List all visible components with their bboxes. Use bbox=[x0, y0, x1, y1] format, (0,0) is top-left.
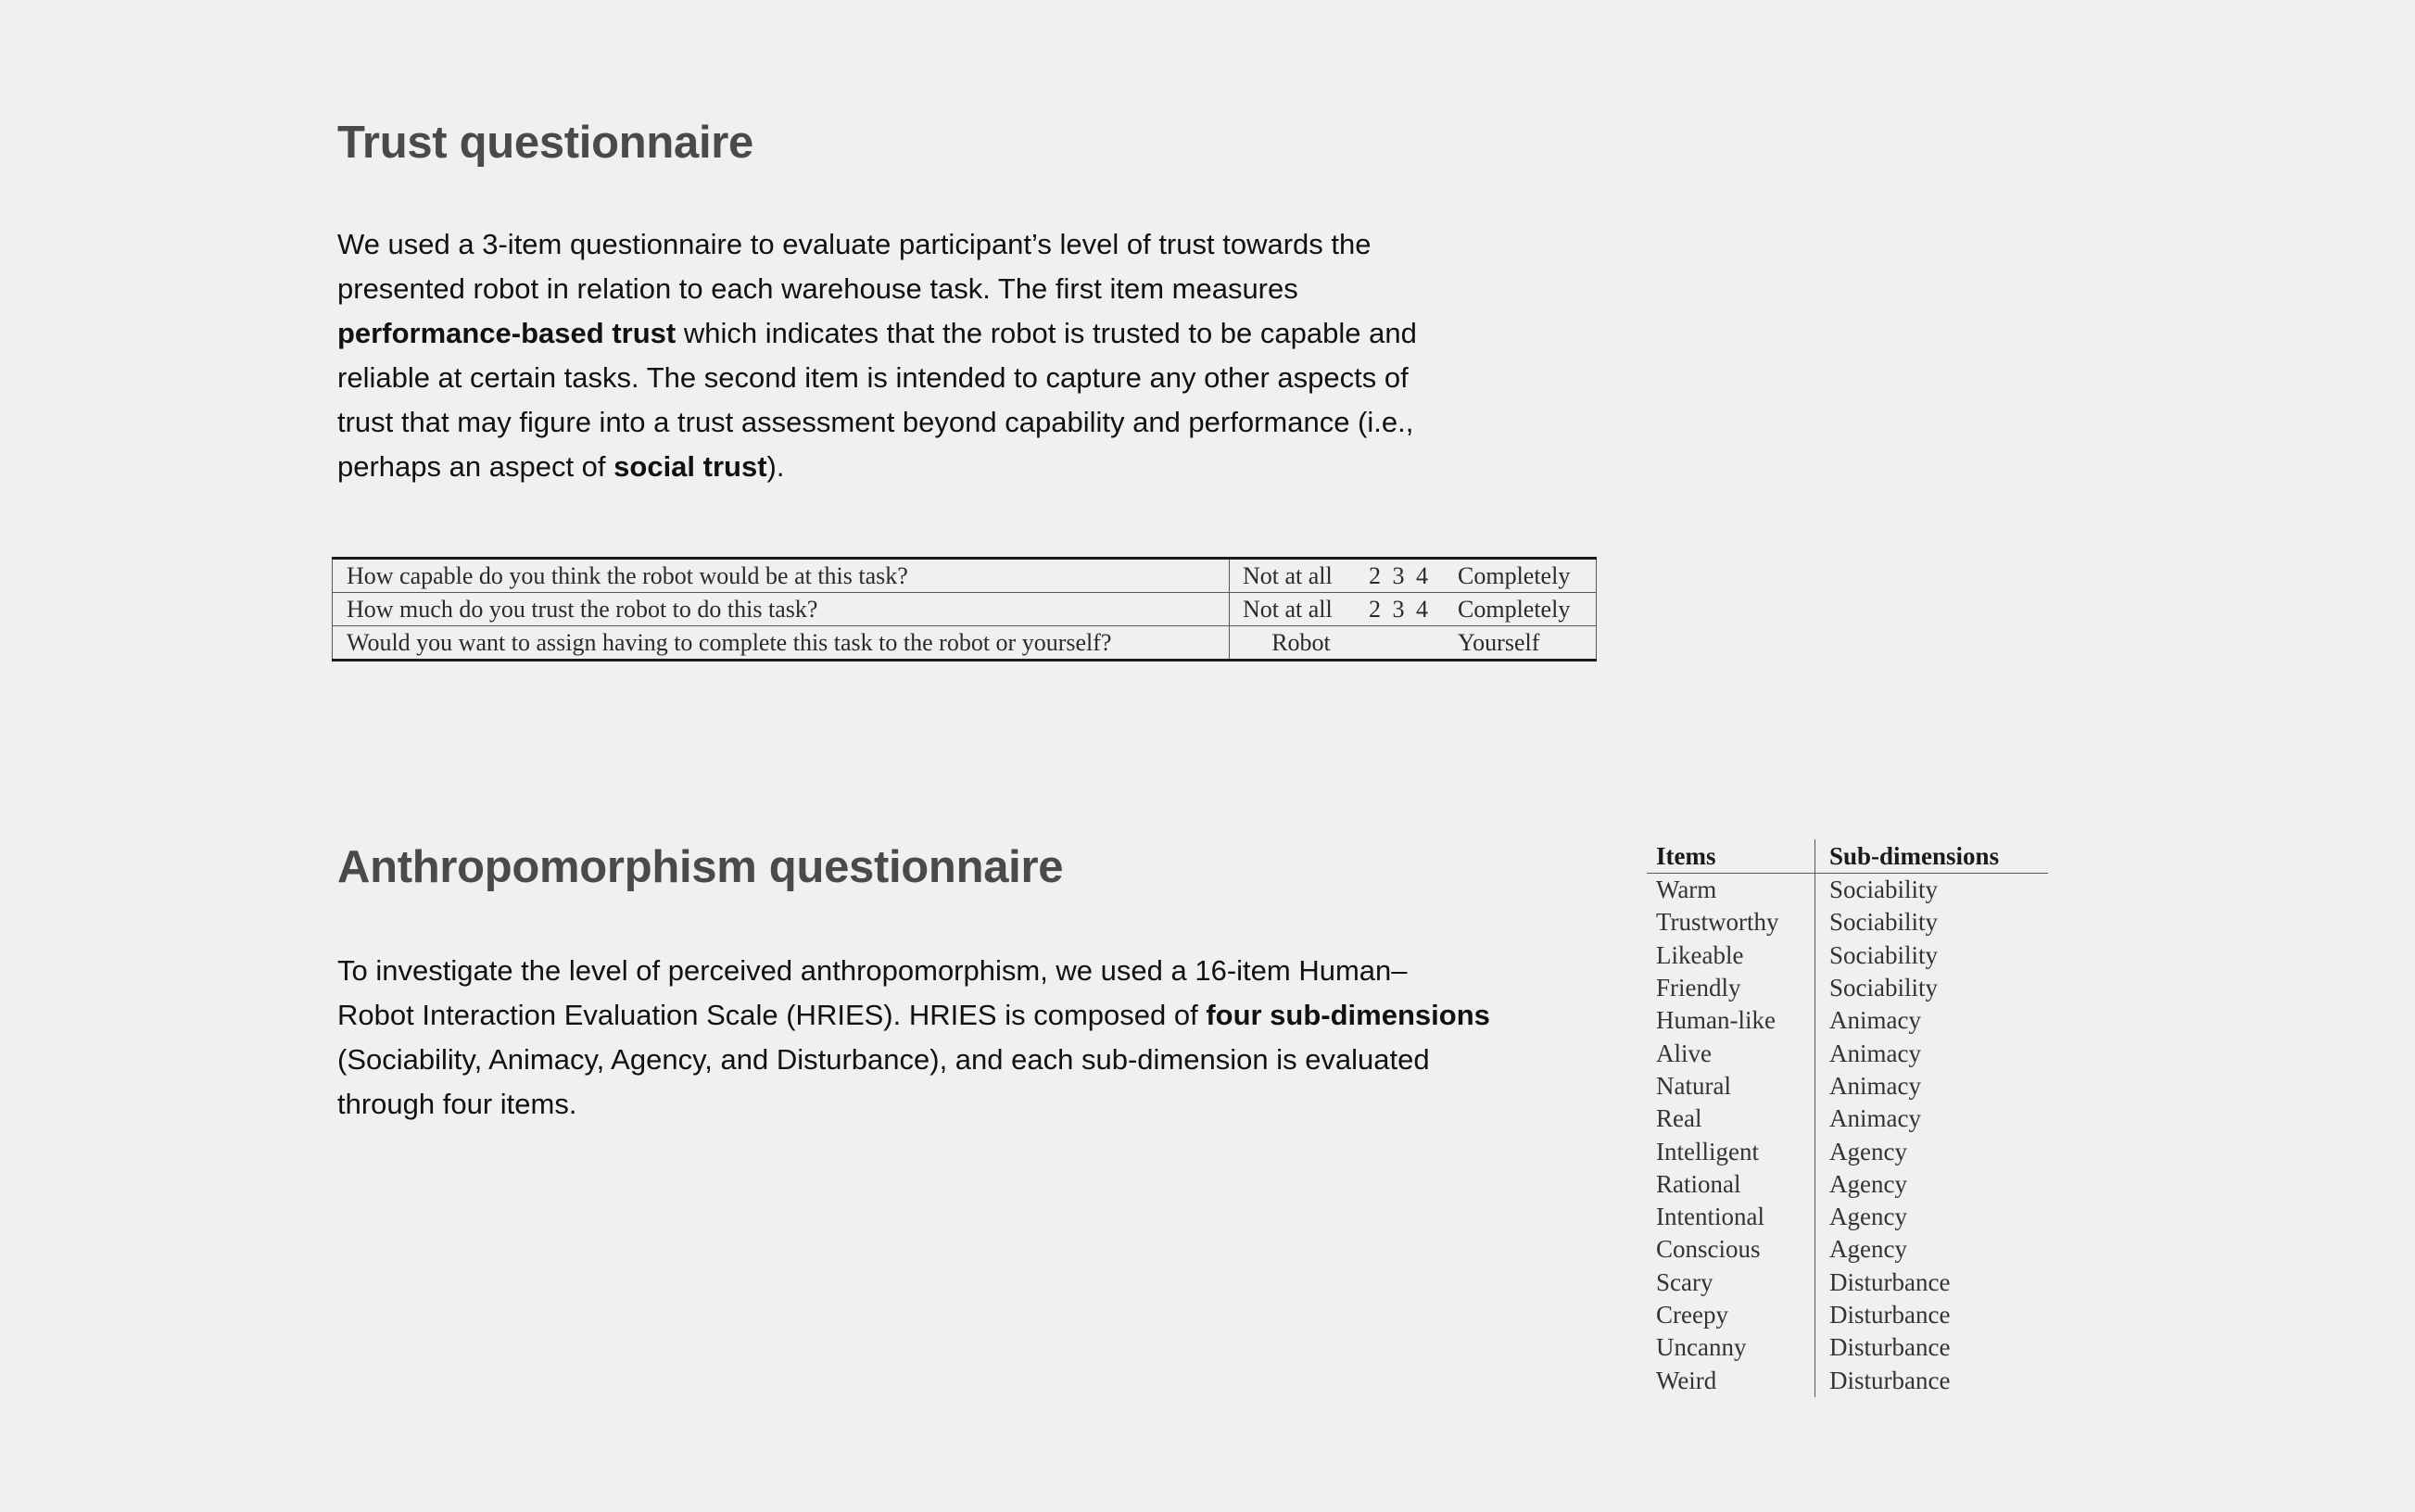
social-trust-term: social trust bbox=[613, 450, 767, 483]
table-row bbox=[1647, 1266, 2048, 1299]
item-cell: Rational bbox=[1647, 1168, 1815, 1201]
sub-dimension-cell: Sociability bbox=[1829, 908, 1938, 937]
table-row bbox=[1647, 1233, 2048, 1266]
scale-high-label: Yourself bbox=[1456, 626, 1597, 661]
item-cell: Trustworthy bbox=[1647, 906, 1815, 939]
trust-desc-line-3-rest: which indicates that the robot is trusted to be capable and bbox=[676, 317, 1417, 349]
trust-items-table bbox=[332, 557, 1597, 662]
table-header-row bbox=[1647, 839, 2048, 874]
table-row bbox=[1647, 939, 2048, 972]
anthropomorphism-description bbox=[337, 949, 1542, 1127]
item-cell: Real bbox=[1647, 1102, 1815, 1135]
item-cell: Human-like bbox=[1647, 1004, 1815, 1037]
item-cell: Creepy bbox=[1647, 1299, 1815, 1331]
item-cell: Scary bbox=[1647, 1266, 1815, 1299]
sub-dimension-cell: Sociability bbox=[1829, 876, 1938, 904]
item-cell: Alive bbox=[1647, 1037, 1815, 1069]
table-row bbox=[1647, 1135, 2048, 1167]
item-cell: Intelligent bbox=[1647, 1135, 1815, 1167]
table-row bbox=[1647, 906, 2048, 939]
trust-desc-line-6-post: ). bbox=[766, 450, 785, 483]
trust-desc-line-2: presented robot in relation to each warehouse task. The first item measures bbox=[337, 272, 1298, 305]
table-row bbox=[333, 559, 1597, 593]
trust-desc-line-6-pre: perhaps an aspect of bbox=[337, 450, 614, 483]
table-row bbox=[1647, 1364, 2048, 1396]
item-cell: Warm bbox=[1647, 874, 1815, 907]
sub-dimension-cell: Agency bbox=[1829, 1235, 1907, 1264]
scale-high-label: Completely bbox=[1456, 593, 1597, 626]
sub-dimension-cell: Animacy bbox=[1829, 1006, 1921, 1035]
scale-high-label: Completely bbox=[1456, 559, 1597, 593]
trust-questionnaire-title: Trust questionnaire bbox=[337, 118, 753, 168]
four-sub-dimensions-term: four sub-dimensions bbox=[1206, 999, 1490, 1031]
scale-mid-points: 2 3 4 bbox=[1369, 562, 1431, 589]
table-row bbox=[1647, 1037, 2048, 1069]
anthropomorphism-questionnaire-title: Anthropomorphism questionnaire bbox=[337, 842, 1064, 892]
sub-dimension-cell: Agency bbox=[1829, 1203, 1907, 1231]
item-cell: Intentional bbox=[1647, 1201, 1815, 1233]
hries-items-table bbox=[1647, 839, 2048, 1397]
anthro-desc-line-2-pre: Robot Interaction Evaluation Scale (HRIES). HRIES is composed of bbox=[337, 999, 1207, 1031]
table-row bbox=[1647, 1201, 2048, 1233]
item-cell: Uncanny bbox=[1647, 1331, 1815, 1364]
trust-description bbox=[337, 222, 1542, 489]
table-row bbox=[1647, 1299, 2048, 1331]
table-row bbox=[1647, 1004, 2048, 1037]
sub-dimension-cell: Agency bbox=[1829, 1137, 1907, 1166]
sub-dimension-cell: Disturbance bbox=[1829, 1267, 1951, 1296]
performance-based-trust-term: performance-based trust bbox=[337, 317, 676, 349]
sub-dimension-cell: Disturbance bbox=[1829, 1366, 1951, 1394]
hries-table-body bbox=[1647, 874, 2048, 1397]
sub-dimension-cell: Disturbance bbox=[1829, 1333, 1951, 1362]
anthro-desc-line-2 bbox=[337, 993, 1542, 1038]
table-row bbox=[1647, 874, 2048, 907]
scale-mid-points bbox=[1365, 626, 1456, 661]
table-row bbox=[1647, 972, 2048, 1004]
item-cell: Friendly bbox=[1647, 972, 1815, 1004]
item-cell: Natural bbox=[1647, 1070, 1815, 1102]
sub-dimension-cell: Disturbance bbox=[1829, 1301, 1951, 1329]
trust-desc-line-3 bbox=[337, 311, 1542, 356]
table-row bbox=[1647, 1070, 2048, 1102]
table-row bbox=[1647, 1331, 2048, 1364]
table-row bbox=[1647, 1168, 2048, 1201]
trust-desc-line-5: trust that may figure into a trust assessment beyond capability and performance (i.e., bbox=[337, 406, 1414, 438]
scale-low-label: Robot bbox=[1230, 626, 1366, 661]
item-cell: Likeable bbox=[1647, 939, 1815, 972]
sub-dimension-cell: Sociability bbox=[1829, 974, 1938, 1002]
sub-dimension-cell: Animacy bbox=[1829, 1039, 1921, 1067]
table-row bbox=[333, 593, 1597, 626]
trust-question: Would you want to assign having to complete this task to the robot or yourself? bbox=[333, 626, 1230, 661]
trust-desc-line-4: reliable at certain tasks. The second item is intended to capture any other aspects of bbox=[337, 361, 1409, 394]
item-cell: Conscious bbox=[1647, 1233, 1815, 1266]
sub-dimension-cell: Animacy bbox=[1829, 1071, 1921, 1100]
trust-desc-line-6 bbox=[337, 445, 1542, 489]
table-row bbox=[1647, 1102, 2048, 1135]
sub-dimension-cell: Sociability bbox=[1829, 940, 1938, 969]
anthro-desc-line-4: through four items. bbox=[337, 1088, 577, 1120]
trust-question: How much do you trust the robot to do this task? bbox=[333, 593, 1230, 626]
sub-dimensions-column-header: Sub-dimensions bbox=[1815, 839, 2049, 874]
items-column-header: Items bbox=[1647, 839, 1815, 874]
sub-dimension-cell: Agency bbox=[1829, 1169, 1907, 1198]
trust-desc-line-1: We used a 3-item questionnaire to evaluate participant’s level of trust towards the bbox=[337, 228, 1372, 260]
item-cell: Weird bbox=[1647, 1364, 1815, 1396]
scale-low-label: Not at all bbox=[1243, 562, 1333, 589]
scale-mid-points: 2 3 4 bbox=[1365, 593, 1456, 626]
trust-question: How capable do you think the robot would be at this task? bbox=[333, 559, 1230, 593]
table-row bbox=[333, 626, 1597, 661]
sub-dimension-cell: Animacy bbox=[1829, 1104, 1921, 1133]
anthro-desc-line-1: To investigate the level of perceived anthropomorphism, we used a 16-item Human– bbox=[337, 954, 1408, 987]
anthro-desc-line-3: (Sociability, Animacy, Agency, and Disturbance), and each sub-dimension is evaluated bbox=[337, 1043, 1430, 1076]
scale-low-label: Not at all bbox=[1230, 593, 1366, 626]
